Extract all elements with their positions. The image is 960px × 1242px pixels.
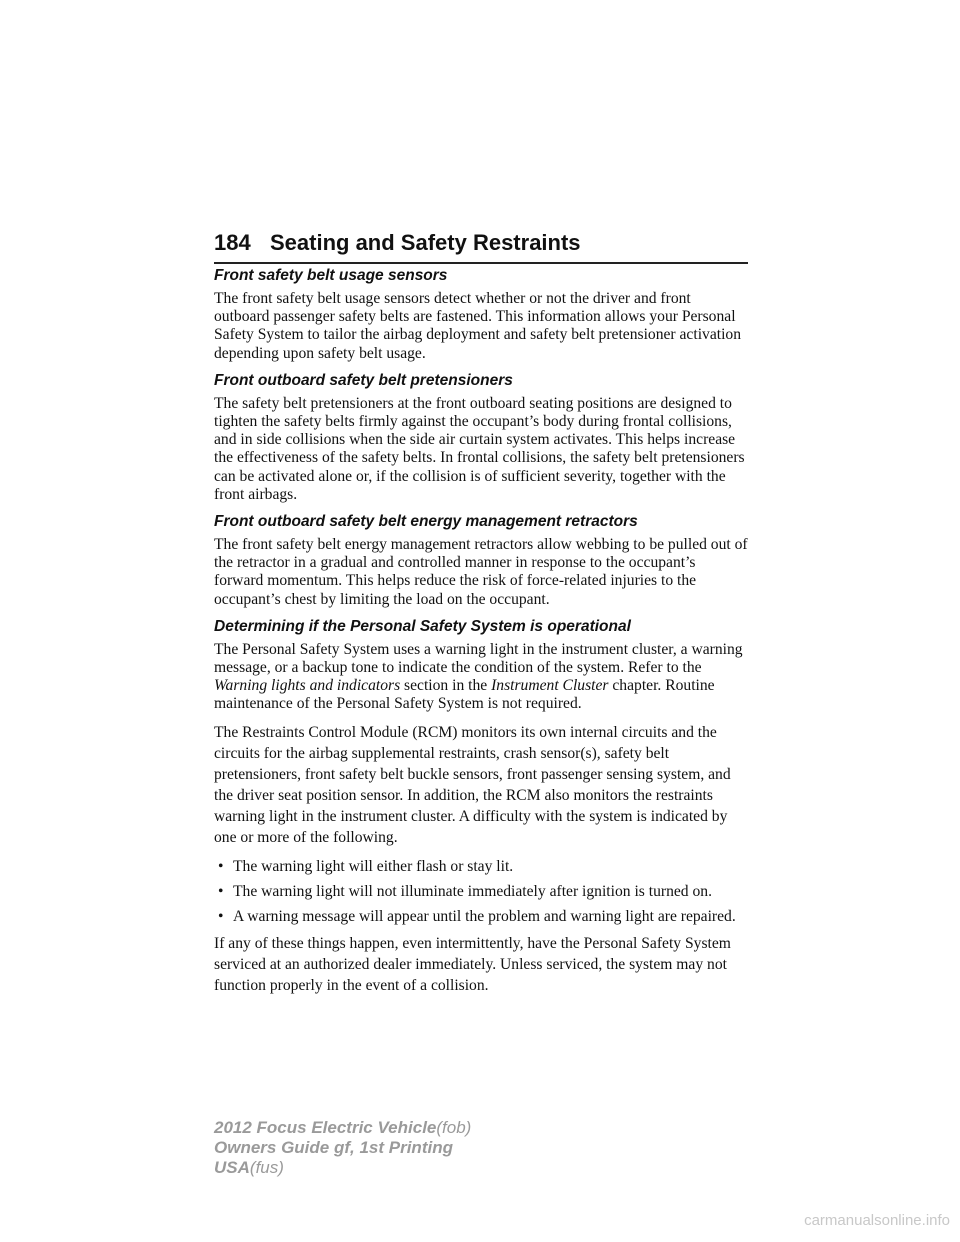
page-content bbox=[214, 266, 748, 1004]
body-paragraph: If any of these things happen, even intermittently, have the Personal Safety System serviced at an authorized dealer immediately. Unless serviced, the system may not function properly in the event of a collision. bbox=[214, 934, 731, 994]
section-system-operational bbox=[214, 617, 748, 996]
body-paragraph: The front safety belt usage sensors detect whether or not the driver and front outboard passenger safety belts are fastened. This information allows your Personal Safety System to tailor the airbag deployment and safety belt pretensioner activation depending upon safety belt usage. bbox=[214, 290, 741, 362]
bullet-icon: • bbox=[218, 882, 224, 900]
paragraph-text: section in the bbox=[400, 677, 492, 695]
footer-code: (fob) bbox=[436, 1118, 472, 1137]
watermark: carmanualsonline.info bbox=[804, 1212, 950, 1229]
bullet-icon: • bbox=[218, 857, 224, 875]
section-heading: Front safety belt usage sensors bbox=[214, 267, 448, 284]
page-header bbox=[214, 228, 748, 264]
list-item bbox=[214, 881, 748, 902]
page-number: 184 bbox=[214, 230, 251, 255]
bullet-list bbox=[214, 856, 748, 927]
body-paragraph: The safety belt pretensioners at the front outboard seating positions are designed to tighten the safety belts firmly against the occupant’s body during frontal collisions, and in side collisions when the side air curtain system activates. This helps increase the effectiveness of the safety belts. In frontal collisions, the safety belt pretensioners can be activated alone or, if the collision is of sufficient severity, together with the front airbags. bbox=[214, 394, 745, 503]
footer-code: (fus) bbox=[249, 1158, 284, 1177]
paragraph-text: The Personal Safety System uses a warning light in the instrument cluster, a warning message, or a backup tone to indicate the condition of the system. Refer to the bbox=[214, 640, 743, 677]
chapter-reference: Instrument Cluster bbox=[491, 677, 609, 695]
list-item-text: The warning light will either flash or stay lit. bbox=[233, 857, 514, 875]
footer-market: USA bbox=[214, 1158, 250, 1177]
footer-line bbox=[214, 1118, 614, 1138]
footer-line bbox=[214, 1158, 614, 1178]
body-paragraph: The front safety belt energy management retractors allow webbing to be pulled out of the retractor in a gradual and controlled manner in response to the occupant’s forward momentum. This helps reduce the risk of force-related injuries to the occupant’s chest by limiting the load on the occupant. bbox=[214, 536, 748, 608]
section-heading: Front outboard safety belt energy management retractors bbox=[214, 513, 638, 531]
list-item bbox=[214, 856, 748, 877]
section-reference: Warning lights and indicators bbox=[214, 677, 401, 695]
paragraph-text: chapter. Routine maintenance of the Personal Safety System is not required. bbox=[214, 677, 715, 713]
footer-edition: Owners Guide gf, 1st Printing bbox=[214, 1138, 453, 1157]
document-footer bbox=[214, 1118, 614, 1178]
footer-model: 2012 Focus Electric Vehicle bbox=[214, 1118, 437, 1137]
body-paragraph bbox=[214, 641, 748, 714]
footer-line bbox=[214, 1138, 614, 1158]
list-item bbox=[214, 906, 748, 927]
section-usage-sensors bbox=[214, 266, 748, 363]
list-item-text: A warning message will appear until the problem and warning light are repaired. bbox=[233, 907, 736, 925]
list-item-text: The warning light will not illuminate immediately after ignition is turned on. bbox=[233, 882, 712, 900]
section-heading: Determining if the Personal Safety System is operational bbox=[214, 617, 631, 635]
section-heading: Front outboard safety belt pretensioners bbox=[214, 371, 513, 389]
chapter-title: Seating and Safety Restraints bbox=[270, 230, 581, 255]
section-pretensioners bbox=[214, 371, 748, 504]
section-energy-retractors bbox=[214, 512, 748, 609]
body-paragraph: The Restraints Control Module (RCM) monitors its own internal circuits and the circuits for the airbag supplemental restraints, crash sensor(s), safety belt pretensioners, front safety belt buckle sensors, front passenger sensing system, and the driver seat position sensor. In addition, the RCM also monitors the restraints warning light in the instrument cluster. A difficulty with the system is indicated by one or more of the following. bbox=[214, 723, 731, 846]
bullet-icon: • bbox=[218, 907, 224, 925]
